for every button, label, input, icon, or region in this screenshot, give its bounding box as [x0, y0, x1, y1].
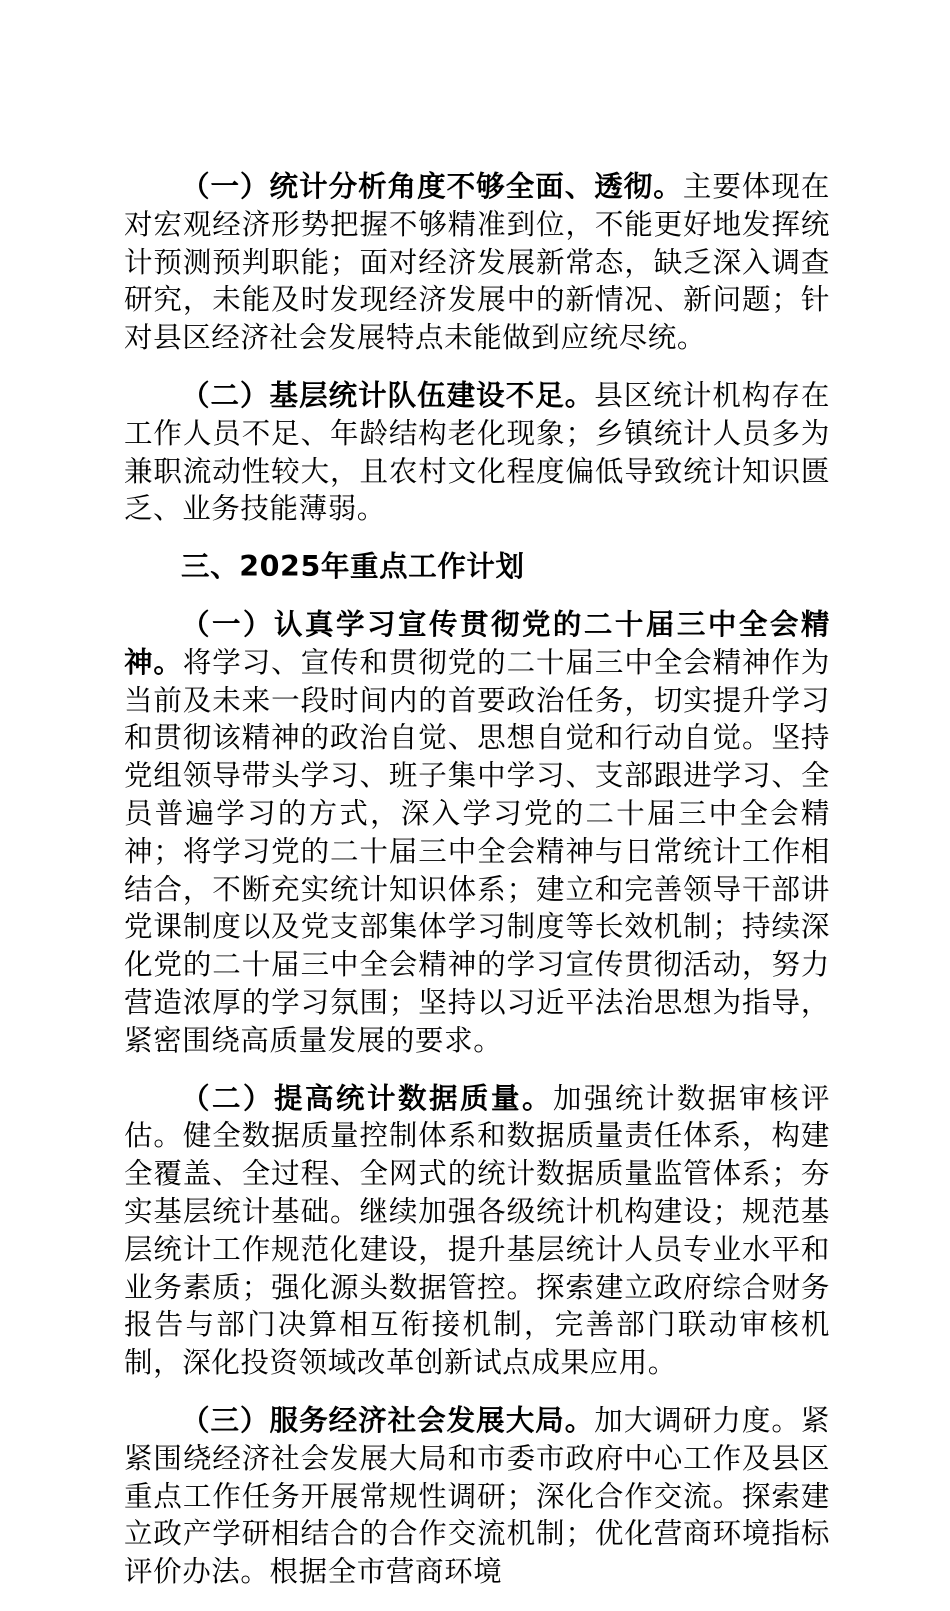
paragraph-text: 加大调研力度。紧紧围绕经济社会发展大局和市委市政府中心工作及县区重点工作任务开展常规性调研；深化合作交流。探索建立政产学研相结合的合作交流机制；优化营商环境指标评价办法。根据全市营商环境 — [124, 1403, 830, 1589]
paragraph-serve-development — [124, 1402, 830, 1591]
paragraph-staffing-issue — [124, 377, 830, 528]
paragraph-lead: （二）提高统计数据质量。 — [181, 1081, 553, 1115]
paragraph-text: 将学习、宣传和贯彻党的二十届三中全会精神作为当前及未来一段时间内的首要政治任务，切实提升学习和贯彻该精神的政治自觉、思想自觉和行动自觉。坚持党组领导带头学习、班子集中学习、支部跟进学习、全员普遍学习的方式，深入学习党的二十届三中全会精神；将学习党的二十届三中全会精神与日常统计工作相结合，不断充实统计知识体系；建立和完善领导干部讲党课制度以及党支部集体学习制度等长效机制；持续深化党的二十届三中全会精神的学习宣传贯彻活动，努力营造浓厚的学习氛围；坚持以习近平法治思想为指导，紧密围绕高质量发展的要求。 — [124, 645, 831, 1057]
paragraph-analysis-issue — [124, 168, 830, 357]
paragraph-lead: （三）服务经济社会发展大局。 — [181, 1403, 595, 1437]
section-heading: 三、2025年重点工作计划 — [181, 550, 525, 584]
paragraph-data-quality — [124, 1080, 830, 1382]
paragraph-lead: （一）统计分析角度不够全面、透彻。 — [181, 170, 683, 203]
paragraph-text: 加强统计数据审核评估。健全数据质量控制体系和数据质量责任体系，构建全覆盖、全过程、全网式的统计数据质量监管体系；夯实基层统计基础。继续加强各级统计机构建设；规范基层统计工作规范化建设，提升基层统计人员专业水平和业务素质；强化源头数据管控。探索建立政府综合财务报告与部门决算相互衔接机制，完善部门联动审核机制，深化投资领域改革创新试点成果应用。 — [124, 1081, 830, 1380]
document-body — [124, 168, 830, 1611]
paragraph-study-plenum — [124, 606, 830, 1060]
paragraph-lead: （二）基层统计队伍建设不足。 — [181, 378, 595, 412]
paragraph-lead: （一）认真学习宣传贯彻党的二十届三中全会精神。 — [124, 607, 830, 679]
paragraph-text: 主要体现在对宏观经济形势把握不够精准到位，不能更好地发挥统计预测预判职能；面对经济发展新常态，缺乏深入调查研究，未能及时发现经济发展中的新情况、新问题；针对县区经济社会发展特点未能做到应统尽统。 — [124, 170, 830, 355]
paragraph-text: 县区统计机构存在工作人员不足、年龄结构老化现象；乡镇统计人员多为兼职流动性较大，且农村文化程度偏低导致统计知识匮乏、业务技能薄弱。 — [124, 378, 830, 526]
